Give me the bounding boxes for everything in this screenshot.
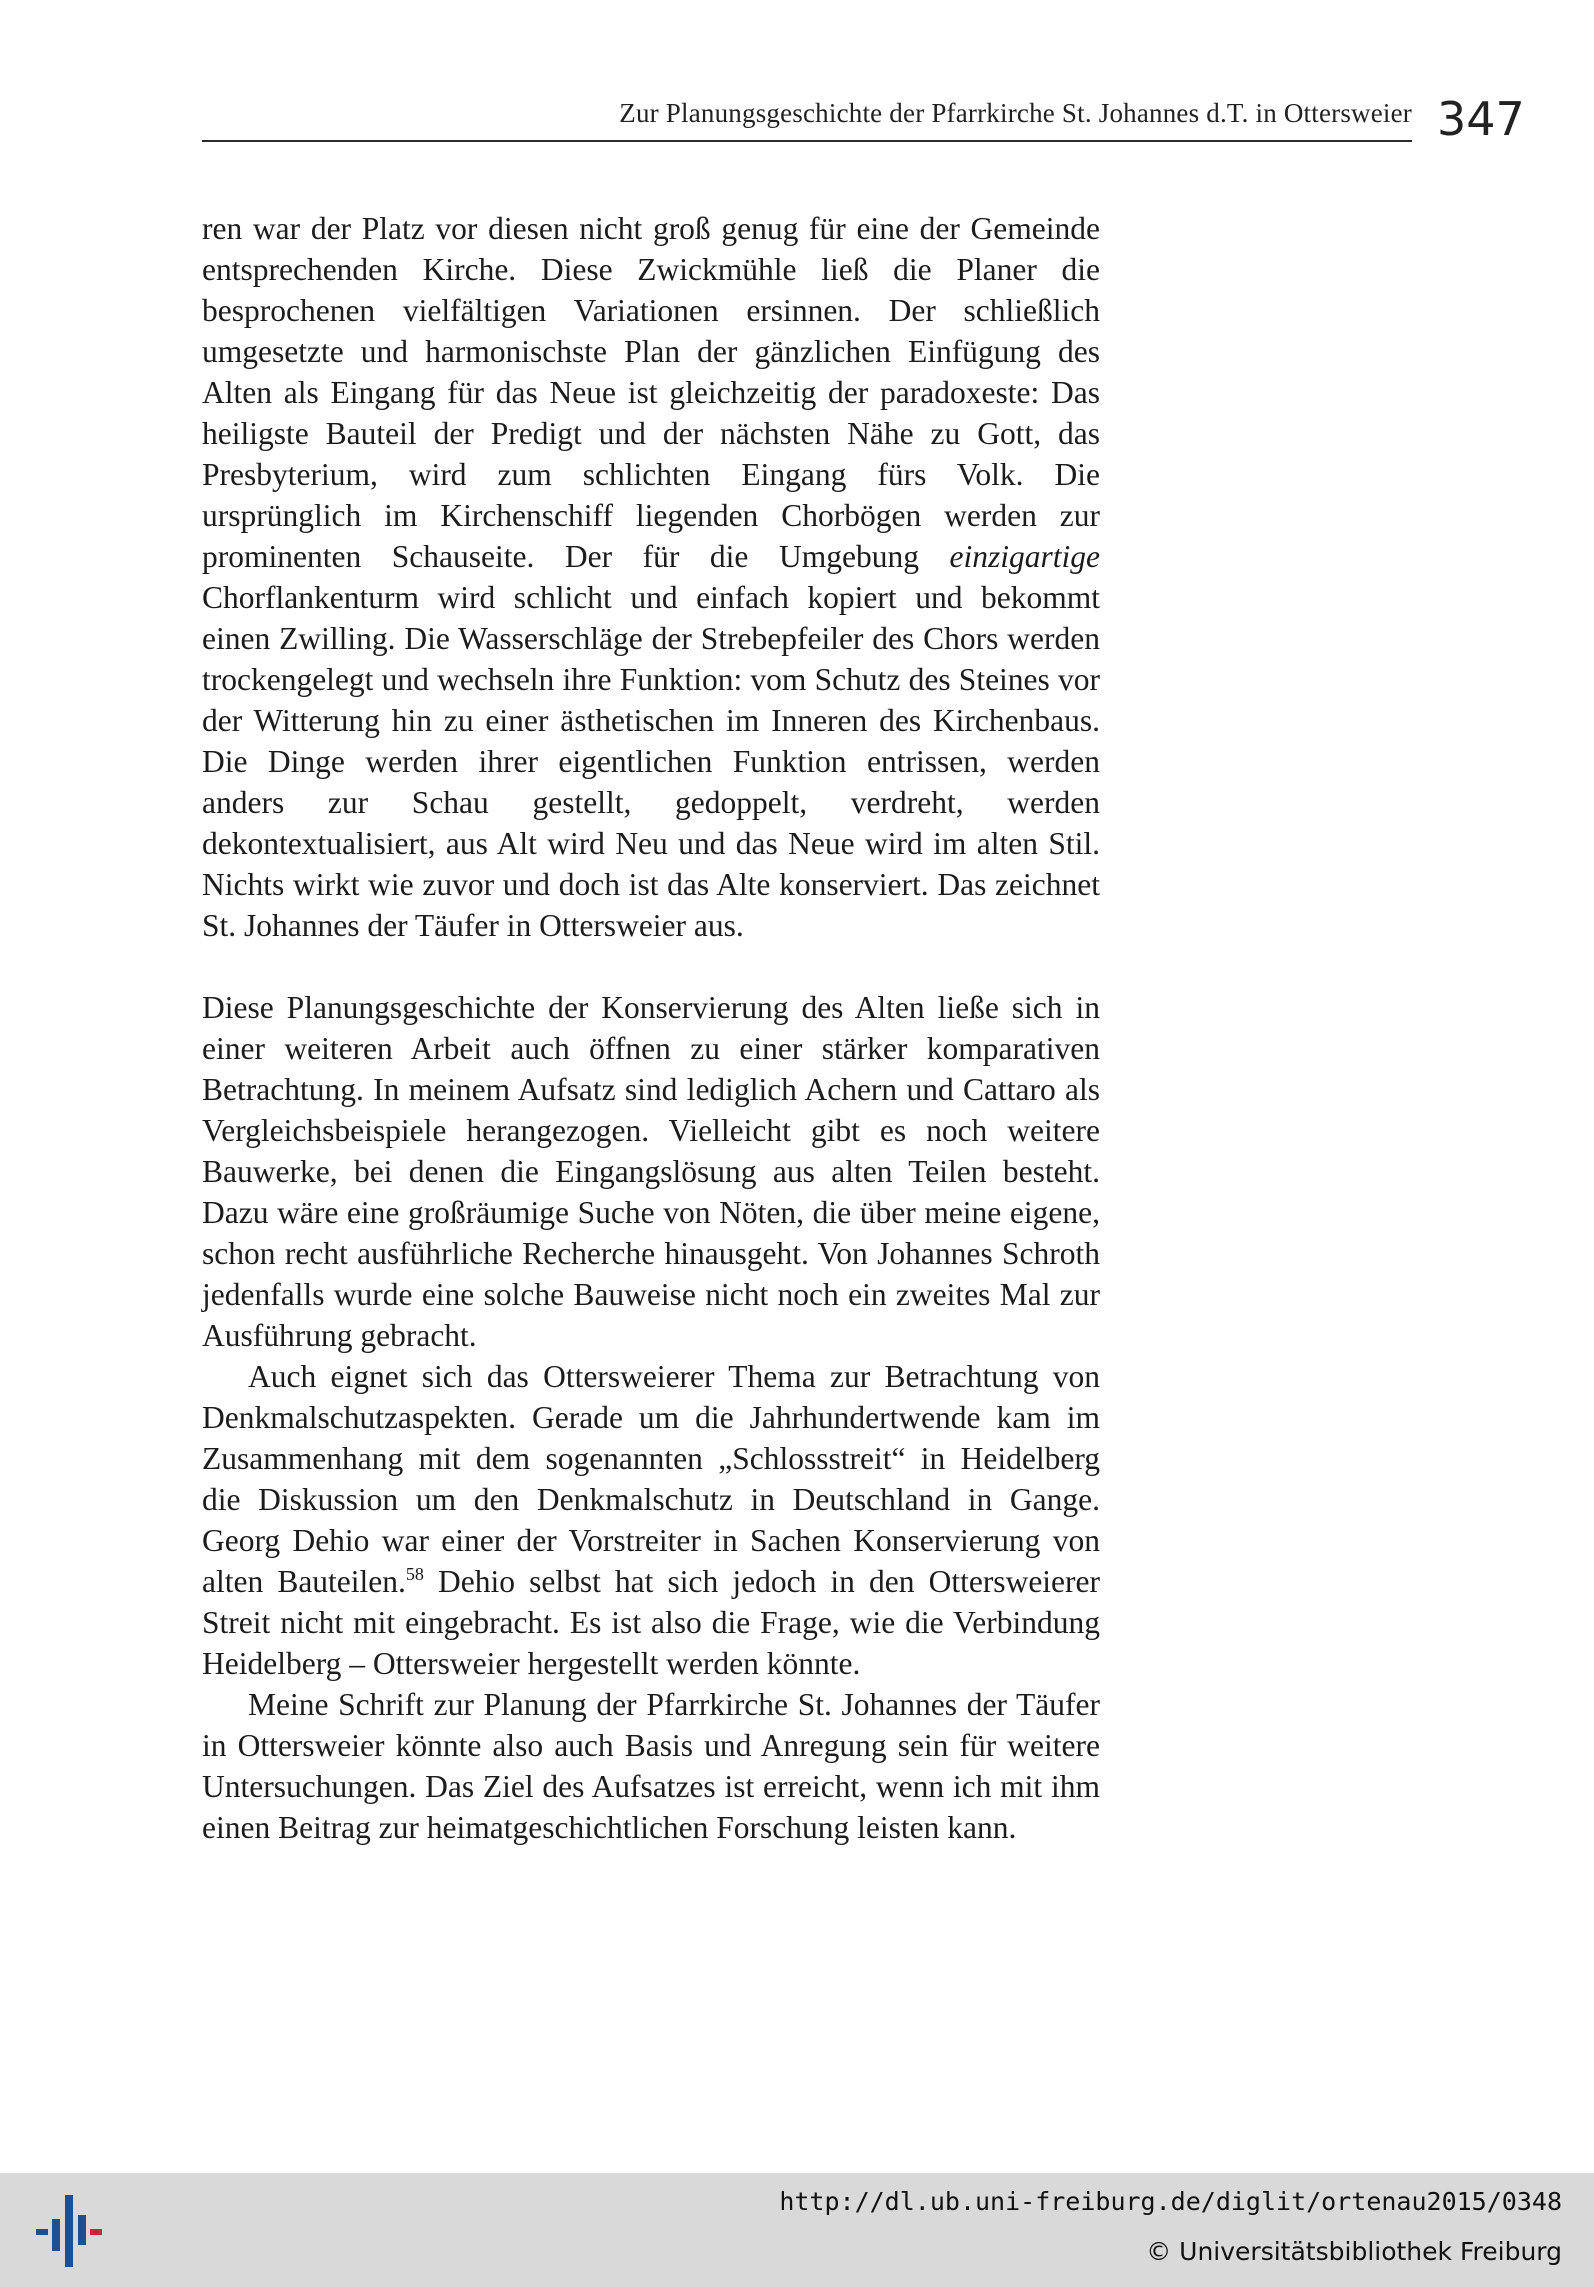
paragraph-4: Meine Schrift zur Planung der Pfarrkirche St. Johannes der Täufer in Ottersweier könnte also auch Basis und Anregung sein für weitere Untersuchungen. Das Ziel des Aufsatzes ist erreicht, wenn ich mit ihm einen Beitrag zur heimatgeschichtlichen Forschung leisten kann. <box>202 1687 1100 1845</box>
body-text <box>202 208 1100 1848</box>
running-title: Zur Planungsgeschichte der Pfarrkirche St. Johannes d.T. in Ottersweier <box>619 98 1412 128</box>
paragraph-3-text-a: Auch eignet sich das Ottersweierer Thema zur Betrachtung von Denkmalschutzaspekten. Gerade um die Jahrhundertwende kam im Zusammenhang mit dem sogenannten „Schlossstreit“ in Heidelberg die Diskussion um den Denkmalschutz in Deutschland in Gange. Georg Dehio war einer der Vorstreiter in Sachen Konservierung von alten Bauteilen. <box>202 1359 1100 1599</box>
footnote-marker-58[interactable]: 58 <box>405 1564 424 1584</box>
ub-freiburg-logo-icon <box>34 2191 104 2271</box>
permalink-url[interactable]: http://dl.ub.uni-freiburg.de/diglit/ortenau2015/0348 <box>779 2187 1562 2216</box>
page-number: 347 <box>1437 92 1525 146</box>
paragraph-3 <box>202 1356 1100 1684</box>
paragraph-1 <box>202 208 1100 946</box>
paragraph-1-emphasis: einzigartige <box>949 539 1100 574</box>
paragraph-3-text-b: Dehio selbst hat sich jedoch in den Ottersweierer Streit nicht mit eingebracht. Es ist also die Frage, wie die Verbindung Heidelberg – Ottersweier hergestellt werden könnte. <box>202 1564 1100 1681</box>
paragraph-1-text-a: ren war der Platz vor diesen nicht groß genug für eine der Gemeinde entsprechenden Kirche. Diese Zwickmühle ließ die Planer die besprochenen vielfältigen Variationen ersinnen. Der schließlich umgesetzte und harmonischste Plan der gänzlichen Einfügung des Alten als Eingang für das Neue ist gleichzeitig der paradoxeste: Das heiligste Bauteil der Predigt und der nächsten Nähe zu Gott, das Presbyterium, wird zum schlichten Eingang fürs Volk. Die ursprünglich im Kirchenschiff liegenden Chorbögen werden zur prominenten Schauseite. Der für die Umgebung <box>202 211 1100 574</box>
footer-bar <box>0 2173 1594 2287</box>
paragraph-2: Diese Planungsgeschichte der Konservierung des Alten ließe sich in einer weiteren Arbeit auch öffnen zu einer stärker komparativen Betrachtung. In meinem Aufsatz sind lediglich Achern und Cattaro als Vergleichsbeispiele herangezogen. Vielleicht gibt es noch weitere Bauwerke, bei denen die Eingangslösung aus alten Teilen besteht. Dazu wäre eine großräumige Suche von Nöten, die über meine eigene, schon recht ausführliche Recherche hinausgeht. Von Johannes Schroth jedenfalls wurde eine solche Bauweise nicht noch ein zweites Mal zur Ausführung gebracht. <box>202 990 1100 1353</box>
running-header <box>202 96 1412 142</box>
paragraph-1-text-b: Chorflankenturm wird schlicht und einfach kopiert und bekommt einen Zwilling. Die Wasserschläge der Strebepfeiler des Chors werden trockengelegt und wechseln ihre Funktion: vom Schutz des Steines vor der Witterung hin zu einer ästhetischen im Inneren des Kirchenbaus. Die Dinge werden ihrer eigentlichen Funktion entrissen, werden anders zur Schau gestellt, gedoppelt, verdreht, werden dekontextualisiert, aus Alt wird Neu und das Neue wird im alten Stil. Nichts wirkt wie zuvor und doch ist das Alte konserviert. Das zeichnet St. Johannes der Täufer in Ottersweier aus. <box>202 580 1100 943</box>
copyright-notice: © Universitätsbibliothek Freiburg <box>1146 2237 1562 2266</box>
